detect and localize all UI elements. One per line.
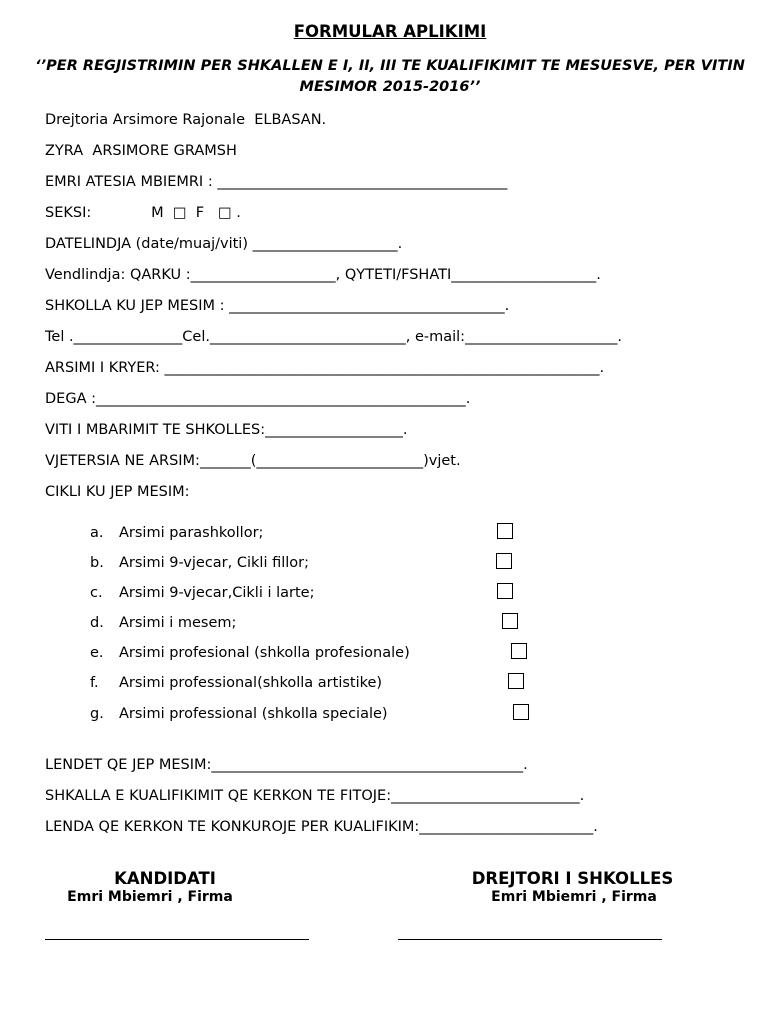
field-directorate: Drejtoria Arsimore Rajonale ELBASAN. [45, 112, 327, 128]
field-contacts: Tel ._______________Cel.___________________________, e-mail:_____________________. [45, 329, 622, 345]
option-label: Arsimi professional (shkolla speciale) [119, 706, 388, 722]
option-label: Arsimi professional(shkolla artistike) [119, 675, 383, 691]
field-birthplace: Vendlindja: QARKU :____________________, QYTETI/FSHATI____________________. [45, 267, 601, 283]
field-graduation-year: VITI I MBARIMIT TE SHKOLLES:___________________. [45, 422, 408, 438]
option-label: Arsimi profesional (shkolla profesionale) [119, 645, 410, 661]
option-checkbox[interactable] [496, 553, 512, 569]
option-letter: f. [90, 675, 99, 691]
field-sex: SEKSI: M □ F □ . [45, 205, 241, 221]
option-label: Arsimi 9-vjecar,Cikli i larte; [119, 585, 315, 601]
field-full-name: EMRI ATESIA MBIEMRI : ________________________________________ [45, 174, 508, 190]
field-education: ARSIMI I KRYER: ____________________________________________________________. [45, 360, 605, 376]
director-signature-line [398, 939, 662, 940]
candidate-signature-line [45, 939, 309, 940]
candidate-signature-subtitle: Emri Mbiemri , Firma [67, 889, 233, 905]
option-label: Arsimi 9-vjecar, Cikli fillor; [119, 555, 309, 571]
field-branch: DEGA :___________________________________________________. [45, 391, 471, 407]
field-seniority: VJETERSIA NE ARSIM:_______(_______________________)vjet. [45, 453, 461, 469]
option-checkbox[interactable] [508, 673, 524, 689]
option-label: Arsimi parashkollor; [119, 525, 264, 541]
option-letter: e. [90, 645, 104, 661]
candidate-signature-title: KANDIDATI [114, 869, 216, 888]
option-checkbox[interactable] [497, 523, 513, 539]
field-qualification-level: SHKALLA E KUALIFIKIMIT QE KERKON TE FITOJE:__________________________. [45, 788, 585, 804]
director-signature-subtitle: Emri Mbiemri , Firma [491, 889, 657, 905]
form-subtitle: ‘’PER REGJISTRIMIN PER SHKALLEN E I, II, III TE KUALIFIKIMIT TE MESUESVE, PER VITIN MESIMOR 2015-2016’’ [35, 58, 745, 95]
option-letter: c. [90, 585, 103, 601]
director-signature-title: DREJTORI I SHKOLLES [471, 869, 674, 888]
field-competition-subject: LENDA QE KERKON TE KONKUROJE PER KUALIFIKIM:________________________. [45, 819, 598, 835]
field-cycle-heading: CIKLI KU JEP MESIM: [45, 484, 190, 500]
option-checkbox[interactable] [513, 704, 529, 720]
field-subjects: LENDET QE JEP MESIM:___________________________________________. [45, 757, 528, 773]
field-birthdate: DATELINDJA (date/muaj/viti) ____________________. [45, 236, 403, 252]
option-checkbox[interactable] [511, 643, 527, 659]
option-letter: a. [90, 525, 104, 541]
option-checkbox[interactable] [497, 583, 513, 599]
field-school: SHKOLLA KU JEP MESIM : ______________________________________. [45, 298, 510, 314]
field-office: ZYRA ARSIMORE GRAMSH [45, 143, 237, 159]
option-letter: g. [90, 706, 104, 722]
form-title: FORMULAR APLIKIMI [293, 22, 487, 41]
option-checkbox[interactable] [502, 613, 518, 629]
option-letter: d. [90, 615, 104, 631]
option-letter: b. [90, 555, 104, 571]
option-label: Arsimi i mesem; [119, 615, 237, 631]
